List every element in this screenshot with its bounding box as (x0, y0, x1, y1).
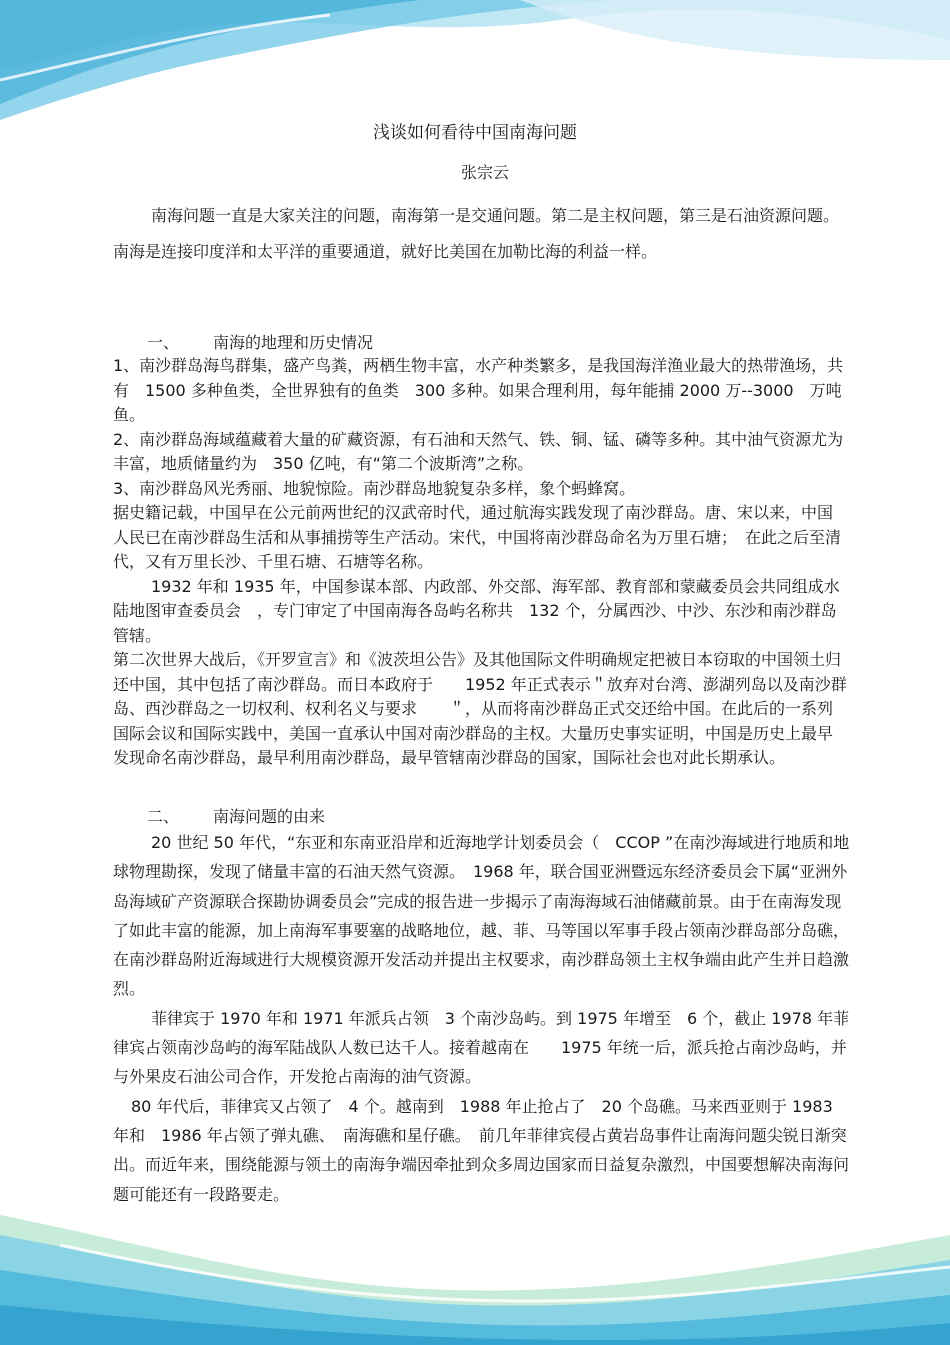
section-2-body (113, 828, 853, 1209)
section-2-paragraph: 菲律宾于 1970 年和 1971 年派兵占领 3 个南沙岛屿。到 1975 年增至 6 个，截止 1978 年菲律宾占领南沙岛屿的海军陆战队人数已达千人。接着越南在 1975 年统一后，派兵抢占南沙岛屿，并与外果皮石油公司合作，开发抢占南海的油气资源。 (113, 1008, 850, 1087)
section-heading-text: 南海问题的由来 (213, 807, 326, 826)
section-number: 二、 (147, 807, 180, 826)
section-1-paragraph: 第二次世界大战后，《开罗宣言》和《波茨坦公告》及其他国际文件明确规定把被日本窃取的中国领土归还中国，其中包括了南沙群岛。而日本政府于 1952 年正式表示＂放弃对台湾、澎湖列岛以及南沙群岛、西沙群岛之一切权利、权利名义与要求 ＂，从而将南沙群岛正式交还给中国。在此后的一系列国际会议和国际实践中，美国一直承认中国对南沙群岛的主权。大量历史事实证明，中国是历史上最早发现命名南沙群岛，最早利用南沙群岛，最早管辖南沙群岛的国家，国际社会也对此长期承认。 (113, 650, 847, 767)
section-number: 一、 (147, 333, 180, 352)
document-author: 张宗云 (460, 163, 509, 182)
section-1-paragraph: 据史籍记载，中国早在公元前两世纪的汉武帝时代，通过航海实践发现了南沙群岛。唐、宋以来，中国人民已在南沙群岛生活和从事捕捞等生产活动。宋代，中国将南沙群岛命名为万里石塘； 在此之后至清代，又有万里长沙、千里石塘、石塘等名称。 (113, 503, 842, 571)
section-2-paragraph: 20 世纪 50 年代，“东亚和东南亚沿岸和近海地学计划委员会（ CCOP ”在南沙海域进行地质和地球物理勘探，发现了储量丰富的石油天然气资源。 1968 年，联合国亚洲暨远东经济委员会下属“亚洲外岛海域矿产资源联合探勘协调委员会”完成的报告进一步揭示了南海海域石油储藏前景。由于在南海发现了如此丰富的能源，加上南海军事要塞的战略地位，越、菲、马等国以军事手段占领南沙群岛部分岛礁，在南沙群岛附近海域进行大规模资源开发活动并提出主权要求，南沙群岛领土主权争端由此产生并日趋激烈。 (113, 833, 850, 999)
section-1-paragraph: 2、南沙群岛海域蕴藏着大量的矿藏资源，有石油和天然气、铁、铜、锰、磷等多种。其中油气资源尤为丰富，地质储量约为 350 亿吨，有“第二个波斯湾”之称。 (113, 429, 844, 473)
section-heading-2 (113, 804, 325, 827)
section-2-paragraph: 80 年代后，菲律宾又占领了 4 个。越南到 1988 年止抢占了 20 个岛礁。马来西亚则于 1983 年和 1986 年占领了弹丸礁、 南海礁和星仔礁。 前几年菲律宾侵占黄岩岛事件让南海问题尖锐日渐突出。而近年来，围绕能源与领土的南海争端因牵扯到众多周边国家而日益复杂激烈，中国要想解决南海问题可能还有一段路要走。 (113, 1096, 850, 1204)
section-1-body (113, 354, 848, 771)
section-1-paragraph: 1932 年和 1935 年，中国参谋本部、内政部、外交部、海军部、教育部和蒙藏委员会共同组成水陆地图审查委员会 ，专门审定了中国南海各岛屿名称共 132 个，分属西沙、中沙、东沙和南沙群岛管辖。 (113, 576, 840, 645)
section-1-paragraph: 3、南沙群岛风光秀丽、地貌惊险。南沙群岛地貌复杂多样，象个蚂蜂窝。 (113, 478, 636, 498)
intro-paragraph: 南海问题一直是大家关注的问题，南海第一是交通问题。第二是主权问题，第三是石油资源问题。南海是连接印度洋和太平洋的重要通道，就好比美国在加勒比海的利益一样。 (113, 206, 840, 261)
section-heading-1 (113, 330, 373, 353)
section-1-paragraph: 1、南沙群岛海鸟群集，盛产鸟粪，两栖生物丰富，水产种类繁多，是我国海洋渔业最大的热带渔场，共有 1500 多种鱼类，全世界独有的鱼类 300 多种。如果合理利用，每年能捕 2000 万--3000 万吨鱼。 (113, 356, 844, 424)
section-heading-text: 南海的地理和历史情况 (213, 333, 374, 352)
document-title: 浅谈如何看待中国南海问题 (373, 123, 577, 143)
